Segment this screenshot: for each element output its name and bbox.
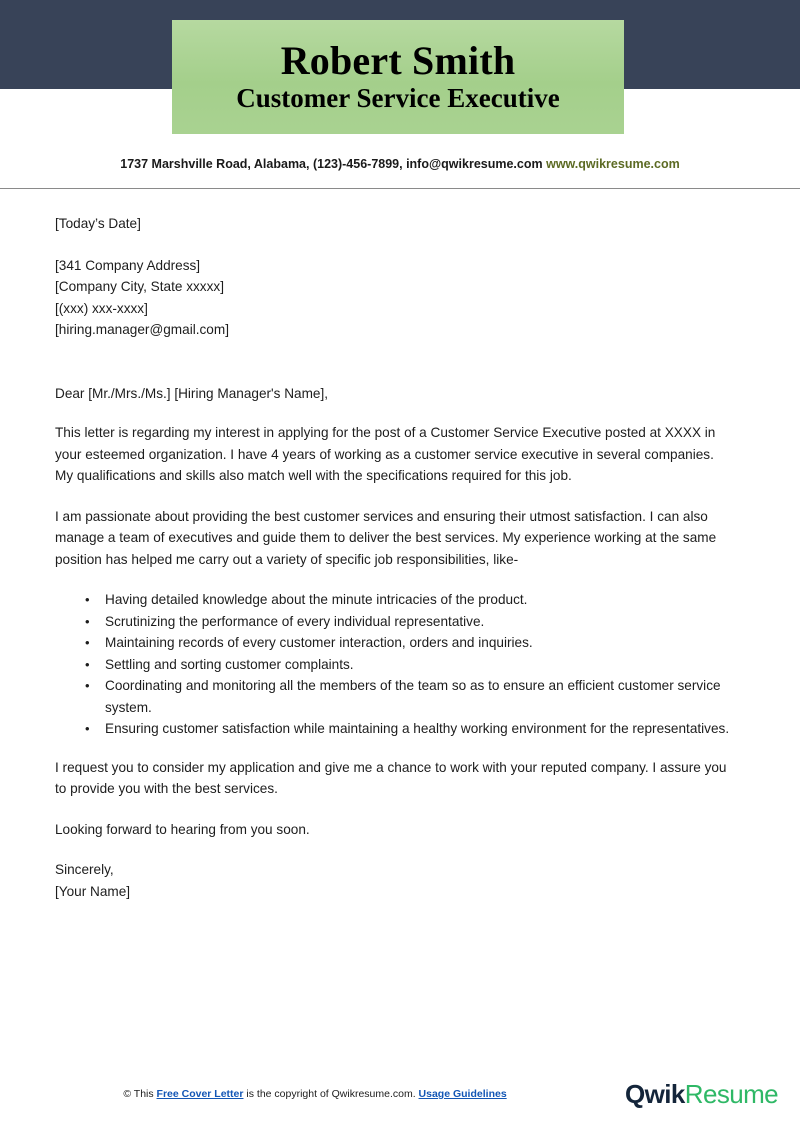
recipient-email: [hiring.manager@gmail.com] bbox=[55, 322, 229, 337]
salutation: Dear [Mr./Mrs./Ms.] [Hiring Manager's Name], bbox=[55, 385, 329, 401]
duties-list bbox=[55, 589, 735, 740]
date-block bbox=[55, 213, 735, 235]
closing-line: Looking forward to hearing from you soon. bbox=[55, 821, 310, 837]
recipient-address-line1: [341 Company Address] bbox=[55, 257, 201, 273]
logo-text-resume: Resume bbox=[684, 1079, 778, 1109]
contact-website[interactable]: www.qwikresume.com bbox=[546, 157, 680, 171]
free-cover-letter-link[interactable]: Free Cover Letter bbox=[156, 1088, 244, 1100]
recipient-phone: [(xxx) xxx-xxxx] bbox=[55, 300, 148, 316]
paragraph-request: I request you to consider my application and give me a chance to work with your reputed company. I assure you to provide you with the best services. bbox=[55, 759, 727, 796]
list-item: • Scrutinizing the performance of every individual representative. bbox=[55, 611, 735, 633]
logo-text-qwik: Qwik bbox=[625, 1079, 685, 1109]
letter-body bbox=[55, 213, 735, 907]
footer-copyright-middle: is the copyright of Qwikresume.com. bbox=[243, 1088, 419, 1100]
name-title-box bbox=[172, 20, 624, 134]
paragraph-intro: This letter is regarding my interest in applying for the post of a Customer Service Executive posted at XXXX in your esteemed organization. I have 4 years of working as a customer service executive in several companies. My qualifications and skills also match well with the specifications required for this job. bbox=[55, 425, 716, 483]
list-item: • Coordinating and monitoring all the members of the team so as to ensure an efficient customer service system. bbox=[55, 675, 735, 718]
list-item: • Having detailed knowledge about the minute intricacies of the product. bbox=[55, 589, 735, 611]
contact-line bbox=[0, 157, 800, 171]
signature-name: [Your Name] bbox=[55, 883, 131, 899]
list-item: • Settling and sorting customer complaints. bbox=[55, 654, 735, 676]
header-divider bbox=[0, 188, 800, 189]
footer bbox=[0, 1061, 800, 1131]
qwikresume-logo[interactable] bbox=[625, 1079, 778, 1110]
letter-date: [Today’s Date] bbox=[55, 216, 141, 231]
page-title: Robert Smith bbox=[280, 38, 516, 84]
list-item: • Ensuring customer satisfaction while maintaining a healthy working environment for the representatives. bbox=[55, 718, 735, 740]
spacer-before-salutation bbox=[55, 361, 735, 383]
signature-block bbox=[55, 859, 735, 902]
job-title: Customer Service Executive bbox=[236, 83, 560, 114]
recipient-address-block bbox=[55, 255, 735, 341]
usage-guidelines-link[interactable]: Usage Guidelines bbox=[418, 1088, 507, 1100]
signoff: Sincerely, bbox=[55, 862, 114, 877]
recipient-address-line2: [Company City, State xxxxx] bbox=[55, 279, 224, 294]
contact-details: 1737 Marshville Road, Alabama, (123)-456-7899, info@qwikresume.com bbox=[120, 157, 543, 171]
paragraph-skills: I am passionate about providing the best customer services and ensuring their utmost satisfaction. I can also manage a team of executives and guide them to deliver the best services. My experience working at the same position has helped me carry out a variety of specific job responsibilities, like- bbox=[55, 508, 717, 567]
footer-copyright-prefix: © This bbox=[123, 1088, 157, 1100]
list-item: • Maintaining records of every customer interaction, orders and inquiries. bbox=[55, 632, 735, 654]
